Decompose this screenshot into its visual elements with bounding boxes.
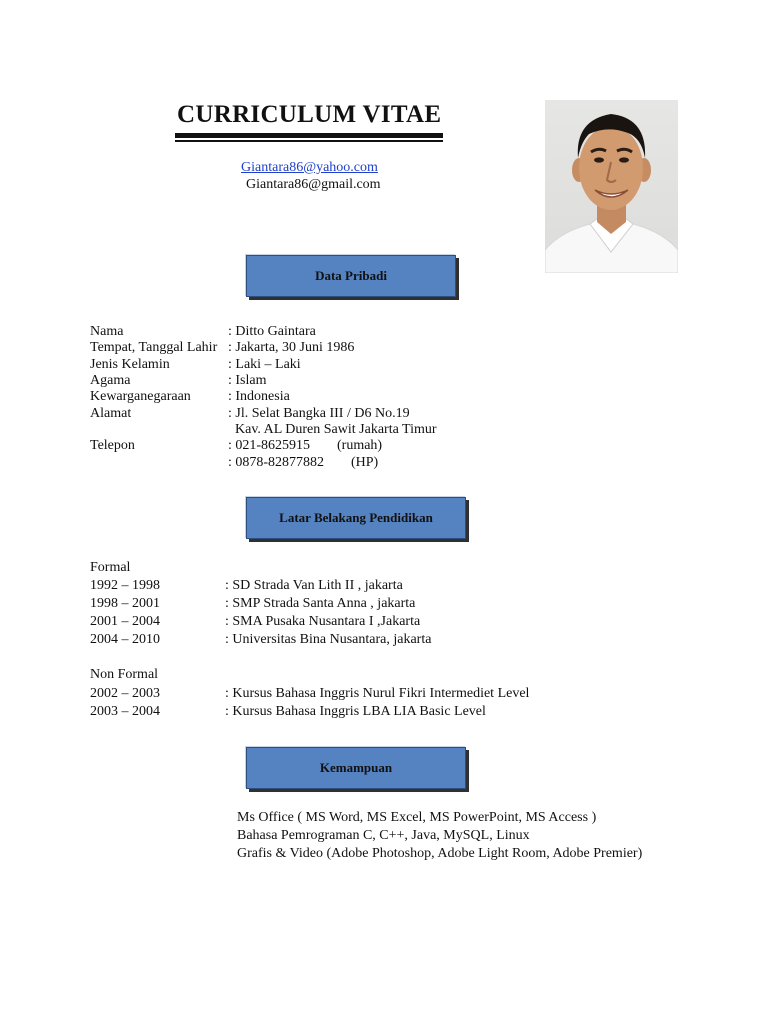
personal-value-address-line1: : Jl. Selat Bangka III / D6 No.19 [228, 406, 410, 421]
section-heading-skills: Kemampuan [246, 747, 466, 789]
education-nonformal-years: 2003 – 2004 [90, 704, 160, 719]
personal-value-religion: : Islam [228, 373, 267, 388]
skill-item: Ms Office ( MS Word, MS Excel, MS PowerPoint, MS Access ) [237, 810, 597, 825]
personal-value-nationality: : Indonesia [228, 389, 290, 404]
email-link-yahoo[interactable]: Giantara86@yahoo.com [241, 160, 378, 175]
education-formal-school: : SD Strada Van Lith II , jakarta [225, 578, 403, 593]
personal-value-address-line2: Kav. AL Duren Sawit Jakarta Timur [228, 422, 437, 437]
person-portrait-icon [545, 100, 678, 273]
skill-item: Grafis & Video (Adobe Photoshop, Adobe Light Room, Adobe Premier) [237, 846, 643, 861]
personal-value-phone-home: : 021-8625915 [228, 438, 311, 453]
personal-label-name: Nama [90, 324, 124, 339]
personal-label-nationality: Kewarganegaraan [90, 389, 191, 404]
title-underline-thick [175, 133, 443, 138]
phone-note-mobile: (HP) [351, 455, 379, 470]
phone-note-home: (rumah) [337, 438, 383, 453]
education-nonformal-course: : Kursus Bahasa Inggris Nurul Fikri Intermediet Level [225, 686, 530, 701]
personal-value-gender: : Laki – Laki [228, 357, 301, 372]
personal-label-address: Alamat [90, 406, 132, 421]
personal-value-phone-mobile: : 0878-82877882 [228, 455, 325, 470]
personal-value-birth: : Jakarta, 30 Juni 1986 [228, 340, 355, 355]
personal-label-phone: Telepon [90, 438, 135, 453]
education-nonformal-course: : Kursus Bahasa Inggris LBA LIA Basic Level [225, 704, 486, 719]
education-formal-years: 1998 – 2001 [90, 596, 160, 611]
personal-label-religion: Agama [90, 373, 131, 388]
email-gmail: Giantara86@gmail.com [246, 177, 381, 192]
personal-label-gender: Jenis Kelamin [90, 357, 170, 372]
education-formal-years: 2004 – 2010 [90, 632, 160, 647]
education-nonformal-years: 2002 – 2003 [90, 686, 160, 701]
section-heading-personal: Data Pribadi [246, 255, 456, 297]
personal-label-birth: Tempat, Tanggal Lahir [90, 340, 218, 355]
title-underline-thin [175, 140, 443, 142]
cv-title: CURRICULUM VITAE [177, 101, 442, 128]
education-formal-years: 1992 – 1998 [90, 578, 160, 593]
education-formal-years: 2001 – 2004 [90, 614, 160, 629]
education-formal-school: : Universitas Bina Nusantara, jakarta [225, 632, 432, 647]
education-formal-school: : SMP Strada Santa Anna , jakarta [225, 596, 416, 611]
profile-photo [545, 100, 678, 273]
education-formal-heading: Formal [90, 560, 131, 575]
education-nonformal-heading: Non Formal [90, 667, 159, 682]
personal-value-name: : Ditto Gaintara [228, 324, 316, 339]
education-formal-school: : SMA Pusaka Nusantara I ,Jakarta [225, 614, 421, 629]
skill-item: Bahasa Pemrograman C, C++, Java, MySQL, Linux [237, 828, 530, 843]
section-heading-education: Latar Belakang Pendidikan [246, 497, 466, 539]
